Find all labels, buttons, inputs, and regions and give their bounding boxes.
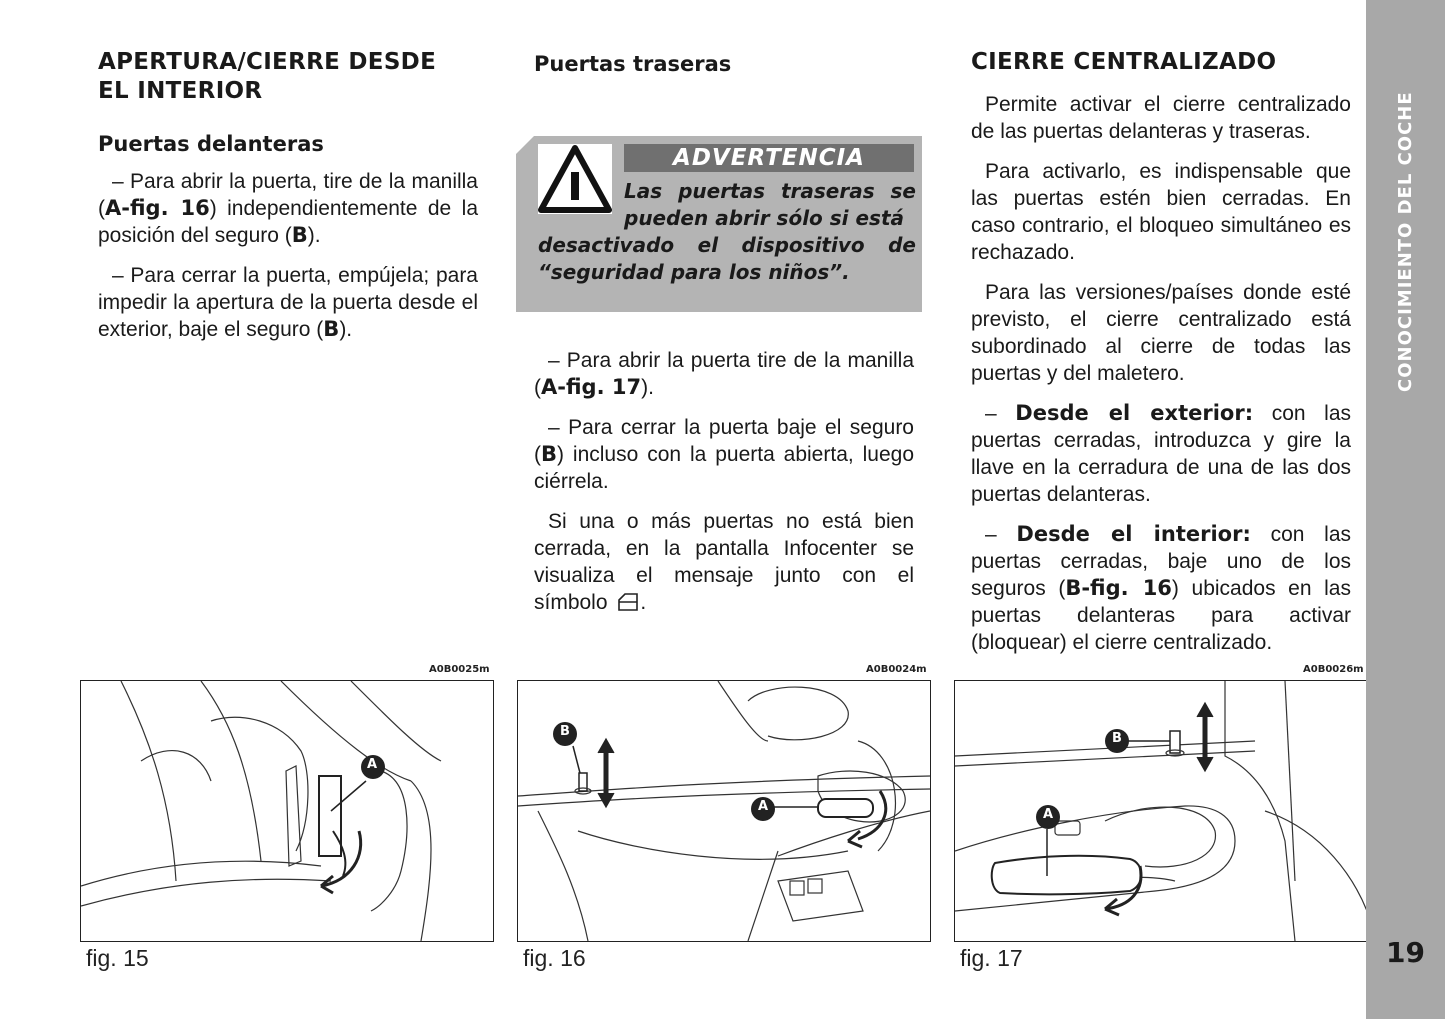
paragraph-abrir-trasera: – Para abrir la puerta tire de la manilla (A-fig. 17). [534,349,914,399]
paragraph-desde-exterior: – Desde el exterior: con las puertas cerradas, introduzca y gire la llave en la cerradura de una de las dos puertas delanteras. [971,401,1352,506]
column-right [971,48,1351,669]
sidebar-section-title: CONOCIMIENTO DEL COCHE [1395,91,1416,392]
heading-line-1: APERTURA/CIERRE DESDE [98,49,437,75]
figure-17-label-a: A [1043,807,1054,822]
figure-15-illustration [80,680,494,942]
column-left [98,48,478,356]
paragraph-infocenter: Si una o más puertas no está bien cerrada, en la pantalla Infocenter se visualiza el mensaje junto con el símbolo . [534,510,914,614]
paragraph-cierre-intro: Permite activar el cierre centralizado de las puertas delanteras y traseras. [971,93,1351,143]
figure-code-16: A0B0024m [866,664,927,675]
page-number: 19 [1386,936,1425,969]
figure-code-15: A0B0025m [429,664,490,675]
figure-15-label-a: A [367,757,378,772]
figure-16-label-a: A [758,799,769,814]
figure-code-17: A0B0026m [1303,664,1364,675]
door-open-icon [616,592,640,612]
paragraph-cierre-activar: Para activarlo, es indispensable que las puertas estén bien cerradas. En caso contrario, el bloqueo simultáneo es rechazado. [971,160,1351,264]
paragraph-cerrar-trasera: – Para cerrar la puerta baje el seguro (B) incluso con la puerta abierta, luego ciérrela. [534,416,914,493]
column-middle [534,48,914,88]
warning-box [516,136,922,312]
paragraph-cierre-versiones: Para las versiones/países donde esté previsto, el cierre centralizado está subordinado al cierre de todas las puertas y del maletero. [971,281,1351,385]
warning-title: ADVERTENCIA [624,144,914,172]
column-middle-body [534,347,914,629]
figure-17-illustration [954,680,1368,942]
section-sidebar [1366,0,1445,1019]
figure-16-illustration [517,680,931,942]
figure-16-label-b: B [560,724,570,739]
paragraph-cerrar-delantera: – Para cerrar la puerta, empújela; para impedir la apertura de la puerta desde el exterior, baje el seguro (B). [98,264,478,341]
paragraph-desde-interior: – Desde el interior: con las puertas cerradas, baje uno de los seguros (B-fig. 16) ubicados en las puertas delanteras para activar (bloquear) el cierre centralizado. [971,522,1352,654]
subheading-puertas-delanteras: Puertas delanteras [98,132,324,156]
figure-caption-16: fig. 16 [523,945,586,971]
section-heading-apertura [98,48,478,106]
figure-caption-15: fig. 15 [86,945,149,971]
subheading-puertas-traseras: Puertas traseras [534,52,732,76]
section-heading-cierre: CIERRE CENTRALIZADO [971,49,1277,75]
warning-text: Las puertas traseras se pueden abrir sólo si está desactivado el dispositivo de “seguridad para los niños”. [538,179,916,284]
heading-line-2: EL INTERIOR [98,78,263,104]
figure-17-label-b: B [1112,731,1122,746]
warning-corner-cut [516,136,534,154]
paragraph-abrir-delantera: – Para abrir la puerta, tire de la manilla (A-fig. 16) independientemente de la posición del seguro (B). [98,170,479,247]
figure-caption-17: fig. 17 [960,945,1023,971]
sidebar-title-wrap [1394,52,1418,392]
